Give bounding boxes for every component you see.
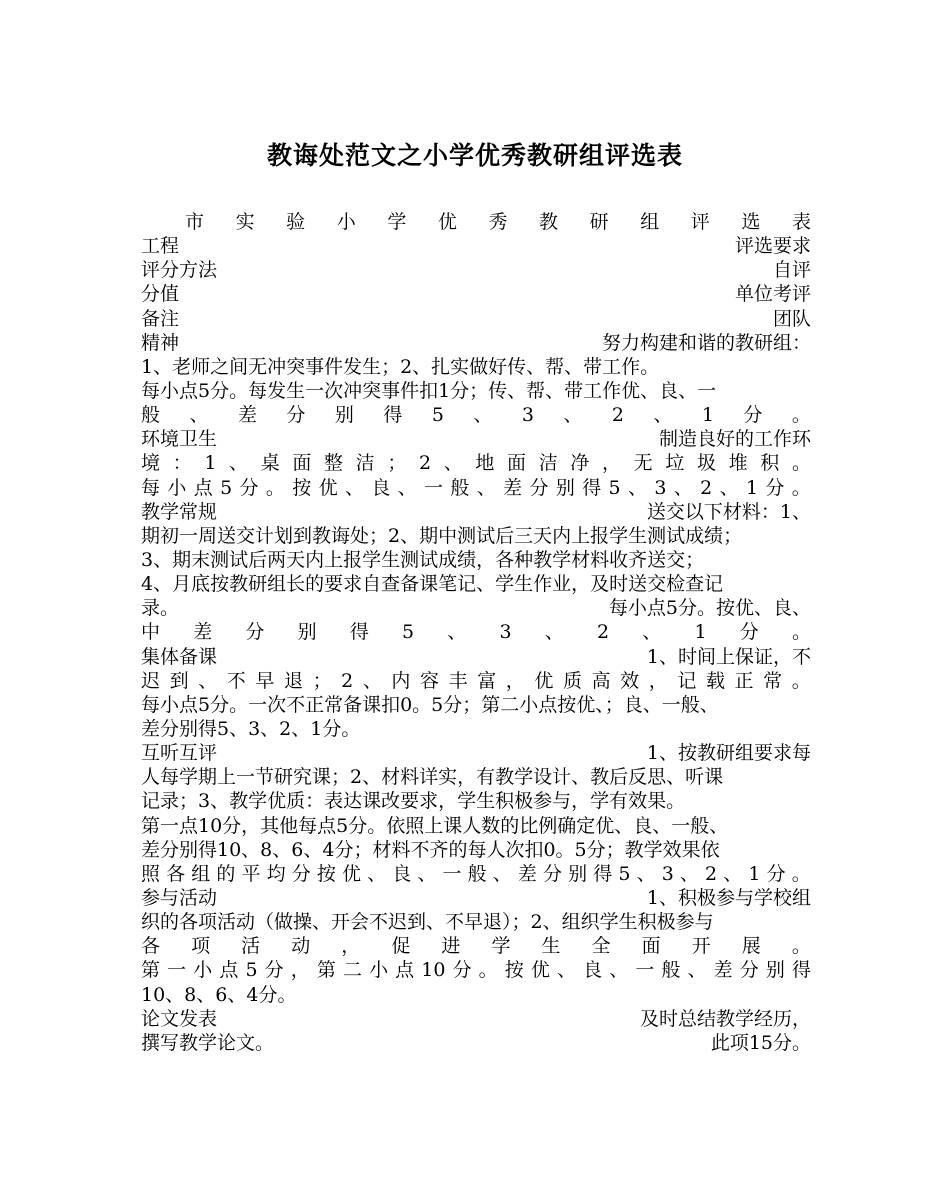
line-token: 组 — [191, 862, 211, 885]
line-token: 按 — [292, 476, 312, 499]
line-token: 别 — [765, 959, 785, 982]
line-token: 分 — [529, 476, 549, 499]
line-token: 差 — [503, 476, 523, 499]
line-token: 各 — [141, 935, 161, 958]
line-token: ； — [312, 669, 332, 692]
line-token: 优 — [342, 862, 362, 885]
line-token: 1 — [748, 862, 761, 885]
line-token: 得 — [582, 476, 602, 499]
line-token: 差 — [713, 959, 733, 982]
line-token: 、 — [417, 862, 437, 885]
line-token: 分 — [245, 621, 265, 644]
line-token: 第 — [316, 959, 336, 982]
header-char: 学 — [387, 211, 407, 233]
line-token: 2 — [418, 452, 432, 475]
header-char: 组 — [640, 211, 660, 233]
line-token: 3 — [661, 862, 674, 885]
line-token: 、 — [443, 452, 463, 475]
line-token: ， — [290, 959, 310, 982]
line-token: 常 — [763, 669, 783, 692]
text-line — [141, 282, 811, 306]
line-token: 。 — [791, 621, 811, 644]
justified-text-line — [141, 620, 811, 644]
line-token: 。 — [791, 935, 811, 958]
line-token: 5 — [220, 476, 233, 499]
header-char: 评 — [690, 211, 710, 233]
line-token: 整 — [324, 452, 344, 475]
line-token: 、 — [563, 404, 583, 427]
line-right-text: 每小点5分。按优、良、 — [608, 597, 811, 620]
line-token: 、 — [627, 476, 647, 499]
line-left-text: 分值 — [141, 283, 180, 306]
line-token: 正 — [734, 669, 754, 692]
line-token: 、 — [344, 476, 364, 499]
text-line: 3、期末测试后两天内上报学生测试成绩，各种教学材料收齐送交； — [141, 548, 705, 571]
line-token: 、 — [687, 959, 707, 982]
line-token: 、 — [719, 476, 739, 499]
line-token: 到 — [169, 669, 189, 692]
line-token: 、 — [198, 669, 218, 692]
line-token: 2 — [611, 404, 624, 427]
line-token: 分 — [739, 959, 759, 982]
line-token: 优 — [534, 669, 554, 692]
line-token: 5 — [608, 476, 621, 499]
line-token: 分 — [765, 476, 785, 499]
line-right-text: 此项15分。 — [710, 1031, 811, 1054]
header-char: 小 — [336, 211, 356, 233]
line-token: 。 — [791, 862, 811, 885]
line-token: 、 — [642, 621, 662, 644]
line-token: 不 — [226, 669, 246, 692]
text-line — [141, 1031, 811, 1055]
line-token: 1 — [694, 621, 707, 644]
line-token: 效 — [620, 669, 640, 692]
line-token: 一 — [442, 862, 462, 885]
justified-text-line — [141, 403, 811, 427]
line-token: 进 — [441, 935, 461, 958]
line-token: 小 — [369, 959, 389, 982]
line-right-text: 及时总结教学经历， — [639, 1007, 811, 1030]
line-token: 般 — [450, 476, 470, 499]
line-token: 按 — [316, 862, 336, 885]
justified-text-line — [141, 958, 811, 982]
line-token: 生 — [541, 935, 561, 958]
line-token: 、 — [367, 862, 387, 885]
line-left-text: 论文发表 — [141, 1007, 218, 1030]
line-token: 良 — [371, 476, 391, 499]
header-char: 表 — [791, 211, 811, 233]
text-line: 第一点10分，其他每点5分。依照上课人数的比例确定优、良、一般、 — [141, 814, 729, 837]
justified-text-line — [141, 669, 811, 693]
header-char: 选 — [741, 211, 761, 233]
header-char: 优 — [437, 211, 457, 233]
line-token: 5 — [431, 404, 444, 427]
line-left-text: 精神 — [141, 331, 180, 354]
header-char: 市 — [185, 211, 205, 233]
line-token: 别 — [334, 404, 354, 427]
line-token: 差 — [193, 621, 213, 644]
line-token: 2 — [596, 621, 610, 644]
line-token: 境 — [141, 452, 161, 475]
line-token: 一 — [635, 959, 655, 982]
line-token: 3 — [654, 476, 667, 499]
text-line — [141, 500, 811, 524]
line-right-text: 努力构建和谐的教研组： — [601, 331, 811, 354]
line-token: 活 — [241, 935, 261, 958]
line-token: 。 — [791, 476, 811, 499]
line-token: 得 — [593, 862, 613, 885]
line-token: 退 — [283, 669, 303, 692]
text-line — [141, 596, 811, 620]
line-left-text: 互听互评 — [141, 742, 218, 765]
line-token: 、 — [492, 862, 512, 885]
line-token: 桌 — [260, 452, 280, 475]
line-token: 优 — [530, 959, 550, 982]
line-token: 第 — [141, 959, 161, 982]
line-token: 、 — [229, 452, 249, 475]
line-token: 、 — [679, 862, 699, 885]
line-token: 1 — [701, 404, 714, 427]
line-token: 得 — [349, 621, 369, 644]
line-token: 小 — [167, 476, 187, 499]
line-token: 洁 — [538, 452, 558, 475]
justified-text-line — [141, 862, 811, 886]
line-token: 垃 — [665, 452, 685, 475]
header-char: 秀 — [488, 211, 508, 233]
text-line: 差分别得10、8、6、4分；材料不齐的每人次扣0。5分；教学效果依 — [141, 838, 720, 861]
line-token: 别 — [568, 862, 588, 885]
document-body — [141, 210, 811, 1055]
line-token: 分 — [543, 862, 563, 885]
line-token: ， — [505, 669, 525, 692]
line-right-text: 单位考评 — [734, 283, 811, 306]
line-token: 、 — [397, 476, 417, 499]
line-token: 、 — [609, 959, 629, 982]
line-token: 净 — [570, 452, 590, 475]
line-token: 面 — [292, 452, 312, 475]
line-token: 。 — [478, 959, 498, 982]
line-right-text: 送交以下材料：1、 — [646, 500, 811, 523]
line-token: 、 — [723, 862, 743, 885]
line-token: 质 — [562, 669, 582, 692]
line-token: 学 — [491, 935, 511, 958]
line-token: 分 — [239, 476, 259, 499]
line-token: 分 — [291, 862, 311, 885]
line-token: 平 — [241, 862, 261, 885]
line-token: 、 — [447, 621, 467, 644]
line-token: 10 — [421, 959, 446, 982]
line-left-text: 教学常规 — [141, 500, 218, 523]
line-token: 2 — [705, 862, 718, 885]
text-line — [141, 331, 811, 355]
header-char: 实 — [235, 211, 255, 233]
line-right-text: 制造良好的工作环 — [658, 428, 811, 451]
line-token: 良 — [583, 959, 603, 982]
line-token: 一 — [424, 476, 444, 499]
justified-text-line — [141, 934, 811, 958]
line-token: 、 — [653, 404, 673, 427]
line-token: 迟 — [141, 669, 161, 692]
line-token: 、 — [473, 404, 493, 427]
line-token: 容 — [420, 669, 440, 692]
line-token: 1 — [204, 452, 217, 475]
line-left-text: 工程 — [141, 235, 180, 258]
line-token: 别 — [555, 476, 575, 499]
line-token: 开 — [691, 935, 711, 958]
text-line — [141, 234, 811, 258]
line-left-text: 备注 — [141, 307, 180, 330]
line-token: 般 — [467, 862, 487, 885]
line-token: 、 — [673, 476, 693, 499]
text-line — [141, 1007, 811, 1031]
text-line: 人每学期上一节研究课；2、材料详实，有教学设计、教后反思、听课 — [141, 766, 724, 789]
line-token: ； — [387, 452, 407, 475]
line-token: 别 — [297, 621, 317, 644]
line-token: 一 — [167, 959, 187, 982]
line-token: 、 — [189, 404, 209, 427]
line-token: 、 — [362, 669, 382, 692]
line-token: 分 — [286, 404, 306, 427]
line-token: 、 — [636, 862, 656, 885]
line-token: 得 — [791, 959, 811, 982]
line-right-text: 团队 — [772, 307, 811, 330]
line-token: 早 — [255, 669, 275, 692]
header-char: 教 — [539, 211, 559, 233]
header-char: 研 — [589, 211, 609, 233]
text-line: 4、月底按教研组长的要求自查备课笔记、学生作业，及时送交检查记 — [141, 573, 724, 596]
line-token: 按 — [504, 959, 524, 982]
text-line: 每小点5分。每发生一次冲突事件扣1分；传、帮、带工作优、良、一 — [141, 379, 717, 402]
line-token: 分 — [743, 404, 763, 427]
line-right-text: 1、积极参与学校组 — [646, 886, 811, 909]
line-token: 优 — [318, 476, 338, 499]
line-token: 。 — [791, 669, 811, 692]
line-token: 、 — [557, 959, 577, 982]
line-token: ， — [341, 935, 361, 958]
line-token: 的 — [216, 862, 236, 885]
line-token: 良 — [392, 862, 412, 885]
line-token: ， — [648, 669, 668, 692]
line-token: 分 — [766, 862, 786, 885]
line-left-text: 参与活动 — [141, 886, 218, 909]
text-line — [141, 427, 811, 451]
line-token: 般 — [141, 404, 161, 427]
line-token: 地 — [475, 452, 495, 475]
line-token: 圾 — [696, 452, 716, 475]
text-line: 记录；3、教学优质：表达课改要求，学生积极参与，学有效果。 — [141, 790, 686, 813]
line-token: 差 — [517, 862, 537, 885]
line-token: 展 — [741, 935, 761, 958]
line-token: 般 — [661, 959, 681, 982]
line-token: 点 — [219, 959, 239, 982]
line-token: ， — [602, 452, 622, 475]
line-token: 面 — [641, 935, 661, 958]
line-left-text: 评分方法 — [141, 259, 218, 282]
header-char: 验 — [286, 211, 306, 233]
line-token: 点 — [395, 959, 415, 982]
document-title: 教诲处范文之小学优秀教研组评选表 — [266, 141, 683, 170]
text-line — [141, 645, 811, 669]
line-token: 点 — [193, 476, 213, 499]
justified-text-line — [141, 451, 811, 475]
line-token: 各 — [166, 862, 186, 885]
text-line: 1、老师之间无冲突事件发生；2、扎实做好传、帮、带工作。 — [141, 355, 660, 378]
line-token: 堆 — [728, 452, 748, 475]
text-line: 织的各项活动（做操、开会不迟到、不早退）；2、组织学生积极参与 — [141, 911, 714, 934]
line-right-text: 1、按教研组要求每 — [646, 742, 811, 765]
line-token: 。 — [791, 404, 811, 427]
line-token: 中 — [141, 621, 161, 644]
line-token: 丰 — [448, 669, 468, 692]
line-token: 。 — [265, 476, 285, 499]
line-token: 无 — [633, 452, 653, 475]
line-token: 分 — [739, 621, 759, 644]
text-line: 10、8、6、4分。 — [141, 983, 297, 1006]
line-token: 2 — [341, 669, 354, 692]
line-right-text: 评选要求 — [734, 235, 811, 258]
line-left-text: 撰写教学论文。 — [141, 1031, 275, 1054]
justified-text-line — [141, 476, 811, 500]
line-token: 、 — [476, 476, 496, 499]
line-right-text: 1、时间上保证，不 — [646, 645, 811, 668]
line-token: 1 — [745, 476, 759, 499]
line-token: 内 — [391, 669, 411, 692]
line-token: 得 — [383, 404, 403, 427]
line-token: 全 — [591, 935, 611, 958]
line-token: 分 — [264, 959, 284, 982]
line-token: 载 — [705, 669, 725, 692]
table-header-line — [141, 210, 811, 234]
line-token: 二 — [342, 959, 362, 982]
line-token: 2 — [700, 476, 713, 499]
line-token: 促 — [391, 935, 411, 958]
line-token: 每 — [141, 476, 161, 499]
line-token: ： — [172, 452, 192, 475]
line-left-text: 录。 — [141, 597, 180, 620]
line-token: 均 — [266, 862, 286, 885]
line-right-text: 自评 — [772, 259, 811, 282]
line-token: 高 — [591, 669, 611, 692]
text-line — [141, 307, 811, 331]
line-token: 记 — [677, 669, 697, 692]
line-token: 小 — [193, 959, 213, 982]
line-token: 面 — [507, 452, 527, 475]
text-line — [141, 741, 811, 765]
line-token: 、 — [544, 621, 564, 644]
line-token: 积 — [760, 452, 780, 475]
line-token: 分 — [452, 959, 472, 982]
line-token: 差 — [237, 404, 257, 427]
line-token: 照 — [141, 862, 161, 885]
line-token: 3 — [521, 404, 534, 427]
line-token: 5 — [618, 862, 631, 885]
text-line — [141, 886, 811, 910]
line-left-text: 环境卫生 — [141, 428, 218, 451]
text-line: 差分别得5、3、2、1分。 — [141, 717, 361, 740]
line-left-text: 集体备课 — [141, 645, 218, 668]
text-line — [141, 258, 811, 282]
line-token: 洁 — [355, 452, 375, 475]
line-token: 项 — [191, 935, 211, 958]
line-token: 3 — [499, 621, 512, 644]
line-token: 。 — [791, 452, 811, 475]
line-token: 5 — [245, 959, 258, 982]
line-token: 5 — [402, 621, 415, 644]
text-line: 每小点5分。一次不正常备课扣0。5分；第二小点按优、；良、一般、 — [141, 693, 719, 716]
line-token: 动 — [291, 935, 311, 958]
text-line: 期初一周送交计划到教诲处；2、期中测试后三天内上报学生测试成绩； — [141, 524, 743, 547]
line-token: 富 — [477, 669, 497, 692]
